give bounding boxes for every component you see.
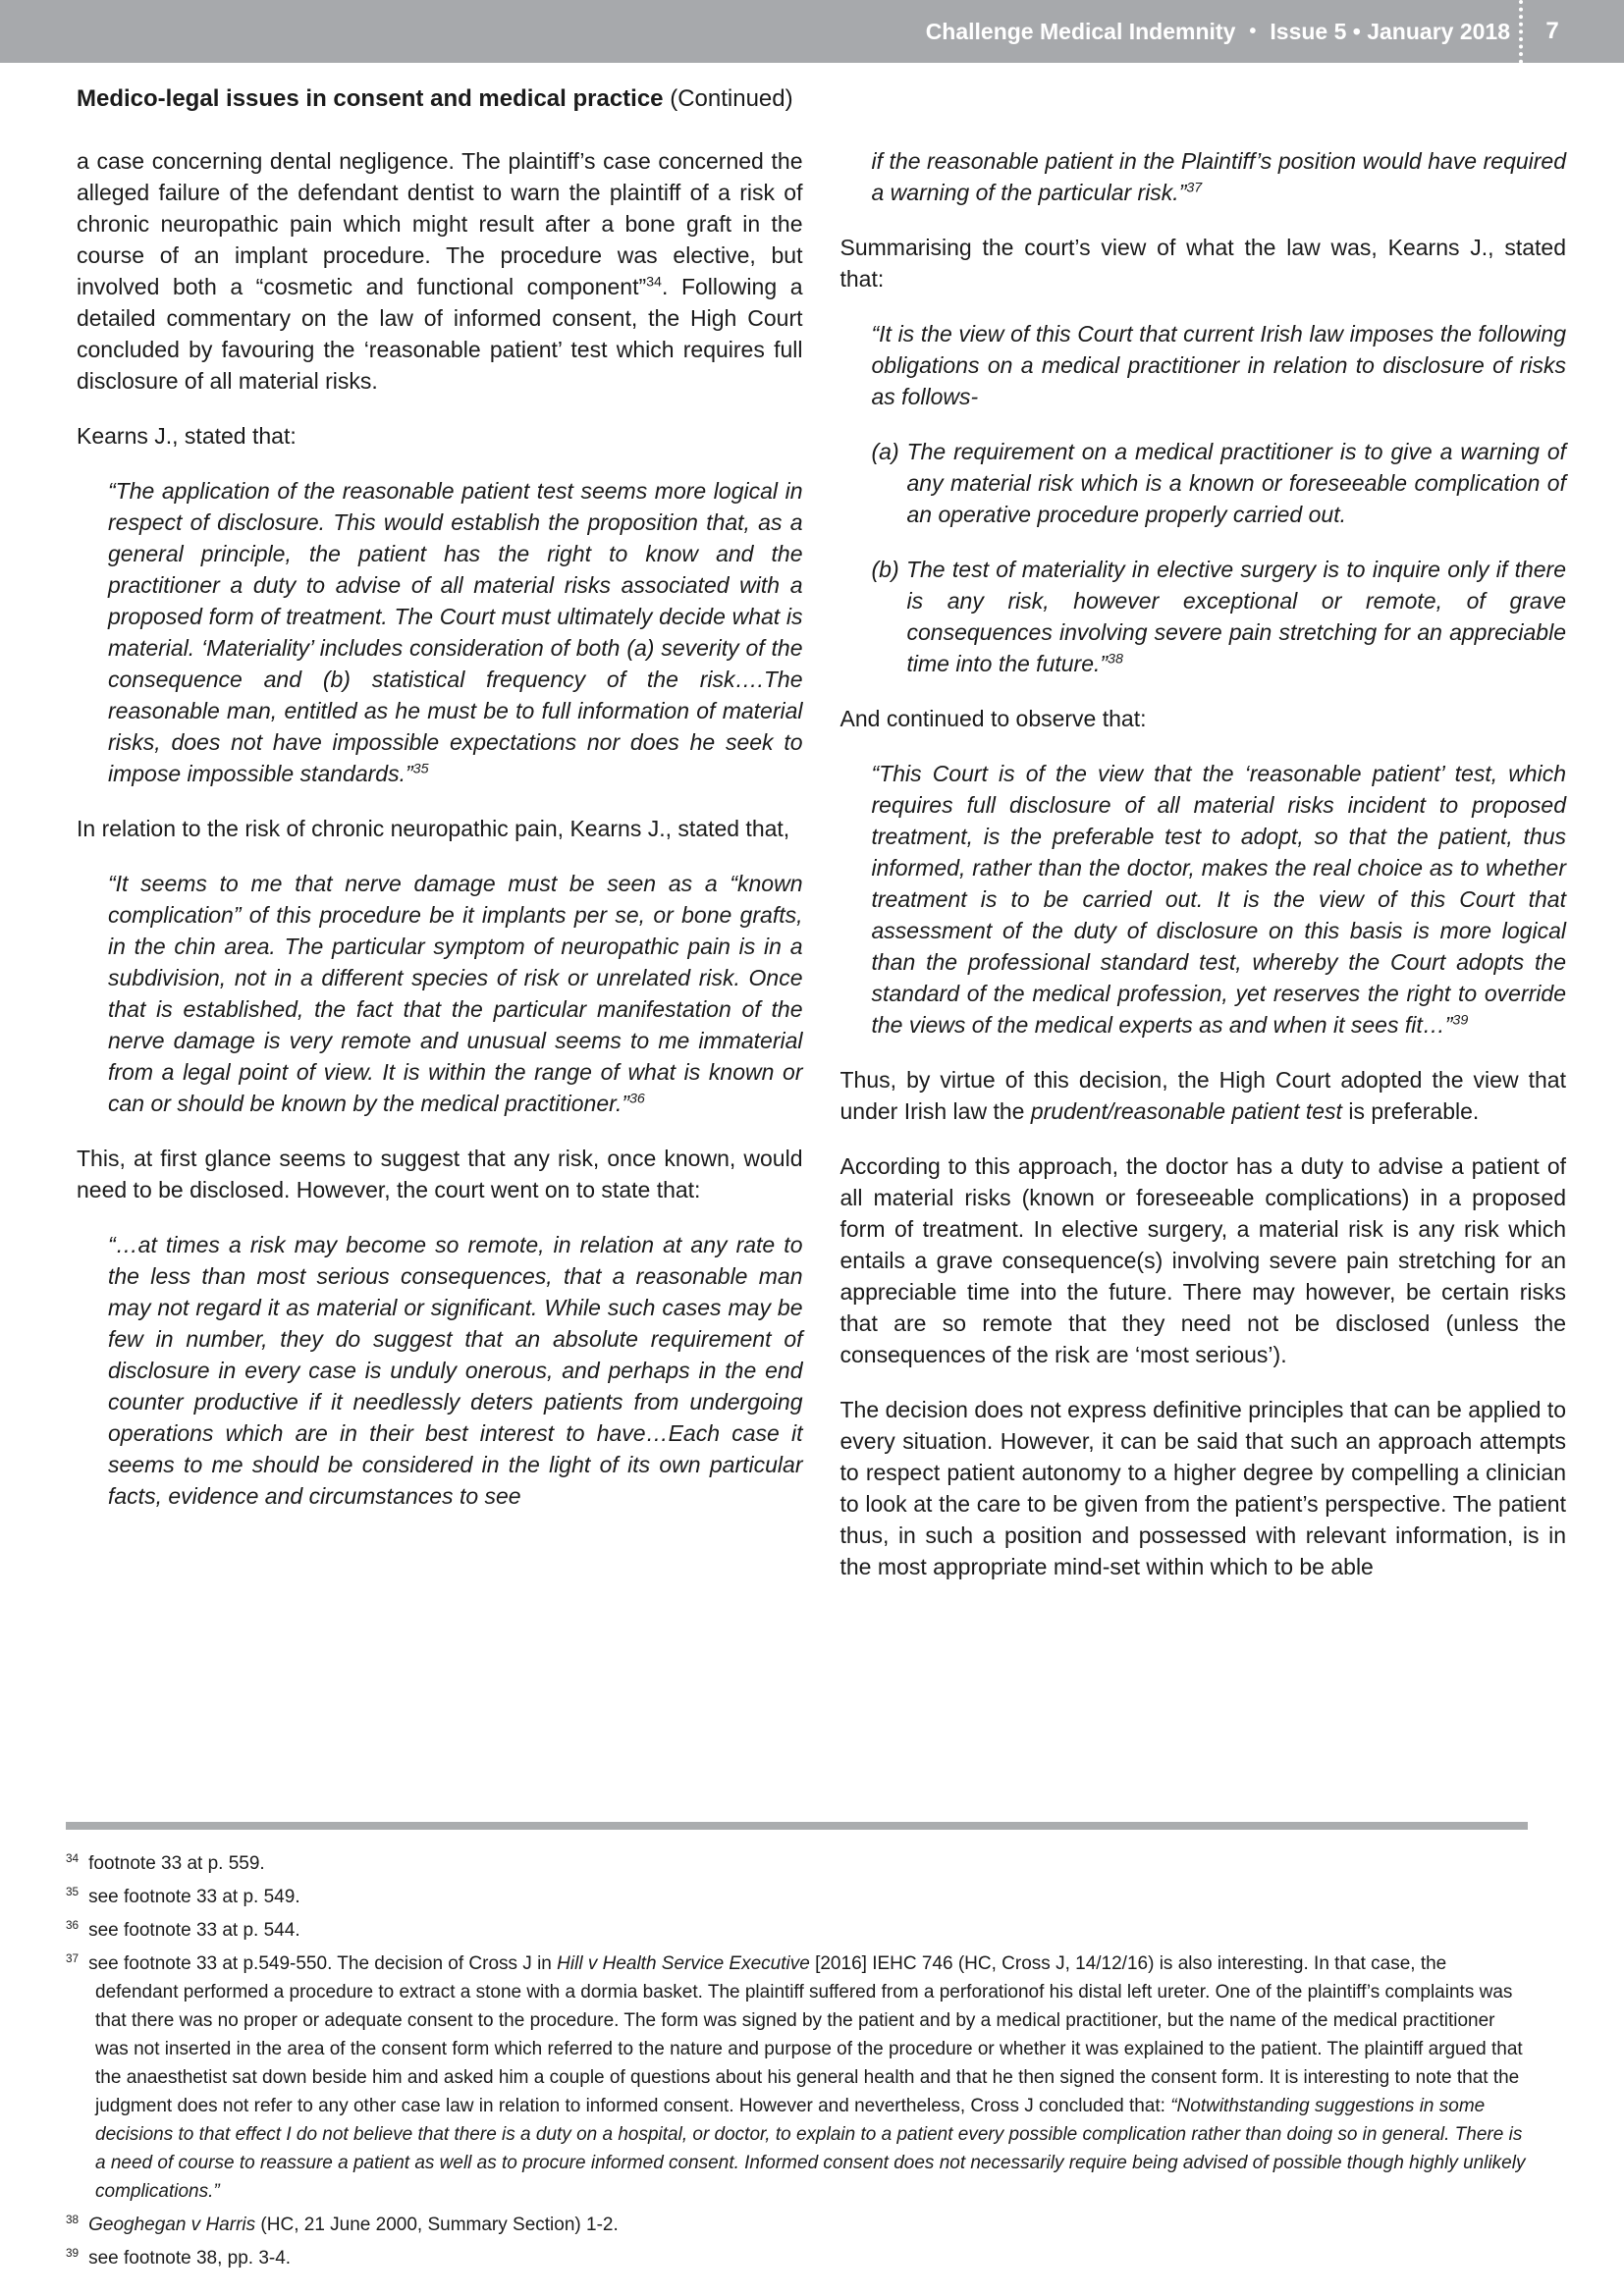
article-title <box>77 84 793 114</box>
text-run: Hill v Health Service Executive <box>557 1953 810 1974</box>
paragraph <box>77 420 803 452</box>
list-marker: (b) <box>871 557 906 582</box>
text-run: “This Court is of the view that the ‘reasonable patient’ test, which requires full disclosure of all material risks incident to proposed treatment, is the preferable test to adopt, so that the patient, thus informed, rather than the doctor, makes the real choice as to whether treatment is to be carried out. It is the view of this Court that assessment of the duty of disclosure on this basis is more logical than the professional standard test, whereby the Court adopts the standard of the medical profession, yet reserves the right to override the views of the medical experts as and when it sees fit…” <box>871 761 1566 1038</box>
paragraph <box>840 1064 1567 1127</box>
text-run: And continued to observe that: <box>839 706 1147 731</box>
text-run: This, at first glance seems to suggest that any risk, once known, would need to be disclosed. However, the court went on to state that: <box>77 1146 803 1202</box>
text-run: if the reasonable patient in the Plaintiff’s position would have required a warning of the particular risk.” <box>871 148 1566 205</box>
paragraph <box>840 232 1567 294</box>
text-run: “…at times a risk may become so remote, in relation at any rate to the less than most serious consequences, that a reasonable man may not regard it as material or significant. While such cases may be few in number, they do suggest that an absolute requirement of disclosure in every case is unduly onerous, and perhaps in the end counter productive if it needlessly deters patients from undergoing operations which are in their best interest to have…Each case it seems to me should be considered in the light of its own particular facts, evidence and circumstances to see <box>108 1232 803 1509</box>
text-run: The requirement on a medical practitioner is to give a warning of any material risk which is a known or foreseeable complication of an operative procedure properly carried out. <box>906 439 1567 527</box>
paragraph <box>840 1150 1567 1370</box>
text-run: see footnote 33 at p.549-550. The decision of Cross J in <box>88 1953 558 1974</box>
text-run: see footnote 33 at p. 544. <box>88 1920 300 1941</box>
text-run: “It is the view of this Court that current Irish law imposes the following obligations on a medical practitioner in relation to disclosure of risks as follows- <box>871 321 1566 409</box>
dotted-separator <box>1519 0 1523 79</box>
block-quote-item <box>872 554 1567 679</box>
footnote-ref: 35 <box>412 761 429 777</box>
header-brand: Challenge Medical Indemnity <box>925 18 1236 44</box>
footnote-number: 35 <box>66 1885 80 1898</box>
block-quote <box>872 145 1567 208</box>
footnote-number: 39 <box>66 2246 80 2260</box>
text-run: see footnote 38, pp. 3-4. <box>88 2248 292 2269</box>
footnote <box>66 1883 1531 1911</box>
paragraph <box>840 1394 1567 1582</box>
article-title-suffix: (Continued) <box>670 85 793 112</box>
paragraph <box>77 1143 803 1205</box>
paragraph <box>840 703 1567 734</box>
block-quote <box>108 868 803 1119</box>
article-title-main: Medico-legal issues in consent and medical practice <box>77 85 664 112</box>
block-quote <box>108 475 803 789</box>
footnote-ref: 37 <box>1186 180 1203 196</box>
footnote <box>66 2211 1531 2239</box>
footnote-number: 37 <box>66 1951 80 1965</box>
footnote <box>66 2244 1531 2272</box>
header-bar <box>0 0 1624 63</box>
paragraph <box>77 145 803 397</box>
text-run: Kearns J., stated that: <box>77 423 297 449</box>
footnote <box>66 1949 1531 2206</box>
text-run: Thus, by virtue of this decision, the High Court adopted the view that under Irish law the <box>839 1067 1566 1124</box>
text-run: The decision does not express definitive principles that can be applied to every situation. However, it can be said that such an approach attempts to respect patient autonomy to a higher degree by compelling a clinician to look at the care to be given from the patient’s perspective. The patient thus, in such a position and possessed with relevant information, is in the most appropriate mind-set within which to be able <box>839 1397 1566 1579</box>
paragraph <box>77 813 803 844</box>
text-run: The test of materiality in elective surgery is to inquire only if there is any risk, however exceptional or remote, of grave consequences involving severe pain stretching for an appreciable time into the future.” <box>905 557 1567 676</box>
text-run: According to this approach, the doctor has a duty to advise a patient of all material risks (known or foreseeable complications) in a proposed form of treatment. In elective surgery, a material risk is any risk which entails a grave consequence(s) involving severe pain stretching for an appreciable time into the future. There may however, be certain risks that are so remote that they need not be disclosed (unless the consequences of the risk are ‘most serious’). <box>839 1153 1566 1367</box>
text-run: [2016] IEHC 746 (HC, Cross J, 14/12/16) is also interesting. In that case, the defendant performed a procedure to extract a stone with a dormia basket. The plaintiff suffered from a perforationof his distal left ureter. One of the plaintiff’s complaints was that there was no proper or adequate consent to the procedure. The form was signed by the patient and by a medical practitioner, but the name of the medical practitioner was not inserted in the area of the consent form which referred to the nature and purpose of the procedure or whether it was explained to the patient. The plaintiff argued that the anaesthetist sat down beside him and asked him a couple of questions about his general health and that he then signed the consent form. It is interesting to note that the judgment does not refer to any other case law in relation to informed consent. However and nevertheless, Cross J concluded that: <box>95 1953 1523 2116</box>
text-run: Summarising the court’s view of what the law was, Kearns J., stated that: <box>839 235 1566 292</box>
footnote-ref: 34 <box>646 274 662 291</box>
footnote-number: 34 <box>66 1851 80 1865</box>
block-quote-item <box>872 436 1567 530</box>
text-run: see footnote 33 at p. 549. <box>88 1887 300 1907</box>
text-run: In relation to the risk of chronic neuropathic pain, Kearns J., stated that, <box>77 816 790 841</box>
footnote-divider <box>66 1822 1528 1830</box>
footnote-ref: 36 <box>629 1091 645 1107</box>
footnote-ref: 38 <box>1108 651 1123 667</box>
header-meta <box>926 0 1510 63</box>
text-run: Geoghegan v Harris <box>88 2215 256 2235</box>
page-number: 7 <box>1545 18 1559 44</box>
list-marker: (a) <box>871 439 907 464</box>
footnote <box>66 1916 1531 1945</box>
block-quote <box>108 1229 803 1512</box>
text-run: is preferable. <box>1341 1098 1480 1124</box>
block-quote <box>872 318 1567 412</box>
footnote-number: 38 <box>66 2213 80 2226</box>
footnote-number: 36 <box>66 1918 80 1932</box>
header-bullet: • <box>1249 20 1257 42</box>
text-run: (HC, 21 June 2000, Summary Section) 1-2. <box>255 2215 619 2235</box>
footnotes <box>66 1849 1531 2277</box>
text-run: a case concerning dental negligence. The plaintiff’s case concerned the alleged failure of the defendant dentist to warn the plaintiff of a risk of chronic neuropathic pain which might result after a bone graft in the course of an implant procedure. The procedure was elective, but involved both a “cosmetic and functional component” <box>77 148 803 299</box>
column-right <box>840 145 1567 1606</box>
column-left <box>77 145 803 1606</box>
footnote <box>66 1849 1531 1878</box>
header-issue-date: Issue 5 • January 2018 <box>1270 18 1510 44</box>
text-run: footnote 33 at p. 559. <box>88 1853 265 1874</box>
text-run: “Notwithstanding suggestions in some decisions to that effect I do not believe that there is a duty on a hospital, or doctor, to explain to a patient every possible complication rather than doing so in general. There is a need of course to reassure a patient as well as to procure informed consent. Informed consent does not necessarily require being advised of possible though highly unlikely complications.” <box>95 2096 1526 2202</box>
block-quote <box>872 758 1567 1041</box>
footnote-ref: 39 <box>1452 1012 1469 1029</box>
text-run: “The application of the reasonable patient test seems more logical in respect of disclosure. This would establish the proposition that, as a general principle, the patient has the right to know and the practitioner a duty to advise of all material risks associated with a proposed form of treatment. The Court must ultimately decide what is material. ‘Materiality’ includes consideration of both (a) severity of the consequence and (b) statistical frequency of the risk….The reasonable man, entitled as he must be to full information of material risks, does not have impossible expectations nor does he seek to impose impossible standards.” <box>108 478 803 786</box>
text-run: “It seems to me that nerve damage must be seen as a “known complication” of this procedure be it implants per se, or bone grafts, in the chin area. The particular symptom of neuropathic pain is in a subdivision, not in a different species of risk or unrelated risk. Once that is established, the fact that the particular manifestation of the nerve damage is very remote and unusual seems to me immaterial from a legal point of view. It is within the range of what is known or can or should be known by the medical practitioner.” <box>108 871 803 1116</box>
text-run: prudent/reasonable patient test <box>1030 1098 1342 1124</box>
article-body <box>77 145 1566 1606</box>
text-run: . Following a detailed commentary on the law of informed consent, the High Court concluded by favouring the ‘reasonable patient’ test which requires full disclosure of all material risks. <box>77 274 803 394</box>
